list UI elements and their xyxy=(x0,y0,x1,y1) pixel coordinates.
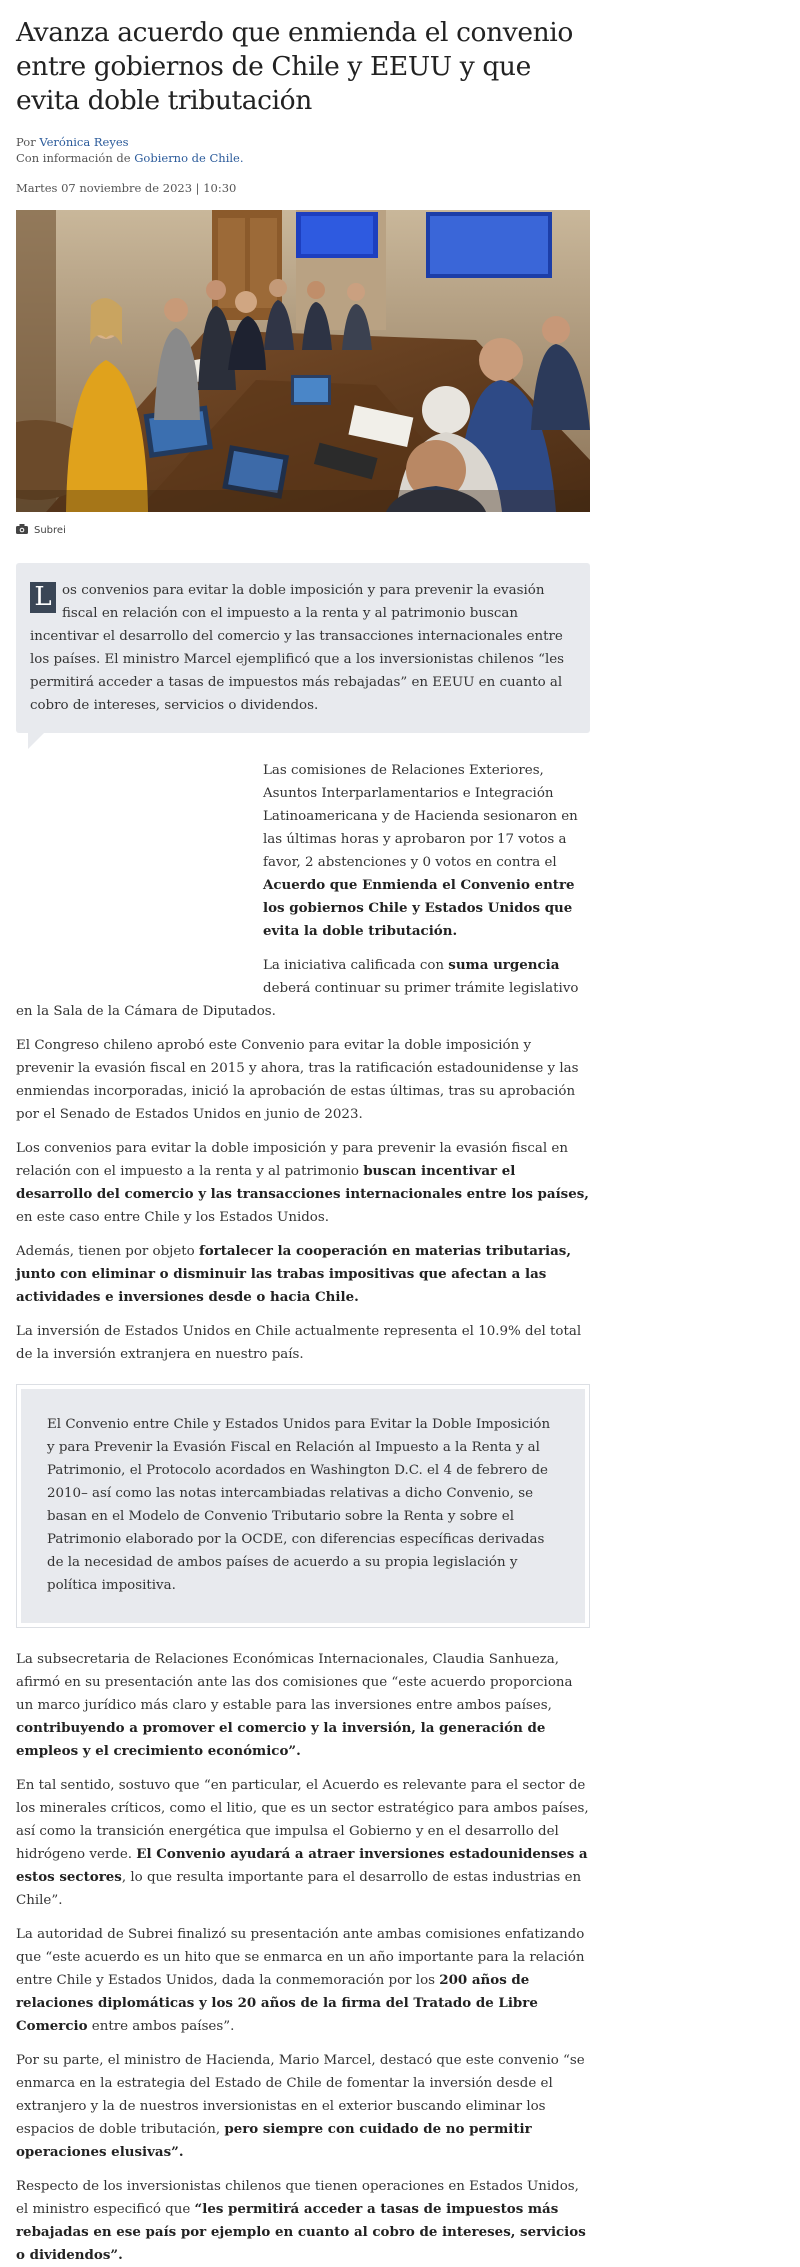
p4-text-a: Los convenios para evitar la doble imposición y para prevenir la evasión fiscal en relación con el impuesto a la renta y al patrimonio xyxy=(16,1141,568,1179)
highlight-text: El Convenio entre Chile y Estados Unidos para Evitar la Doble Imposición y para Prevenir la Evasión Fiscal en Relación al Impuesto a la Renta y al Patrimonio, el Protocolo acordados en Washington D.C. el 4 de febrero de 2010– así como las notas intercambiadas relativas a dicho Convenio, se basan en el Modelo de Convenio Tributario sobre la Renta y sobre el Patrimonio elaborado por la OCDE, con diferencias específicas derivadas de la necesidad de ambos países de acuerdo a su propia legislación y política impositiva. xyxy=(21,1389,585,1623)
byline xyxy=(16,134,590,166)
publish-date: Martes 07 noviembre de 2023 | 10:30 xyxy=(16,181,237,195)
lead-text: os convenios para evitar la doble imposición y para prevenir la evasión fiscal en relación con el impuesto a la renta y al patrimonio buscan incentivar el desarrollo del comercio y las transacciones internacionales entre los países. El ministro Marcel ejemplificó que a los inversionistas chilenos “les permitirá acceder a tasas de impuestos más rebajadas” en EEUU en cuanto al cobro de intereses, servicios o dividendos. xyxy=(30,583,565,713)
p9-text-a: La autoridad de Subrei finalizó su presentación ante ambas comisiones enfatizando que “este acuerdo es un hito que se enmarca en un año importante para la relación entre Chile y Estados Unidos, dada la conmemoración por los xyxy=(16,1927,585,1988)
p5-bold: fortalecer la cooperación en materias tributarias, junto con eliminar o disminuir las trabas impositivas que afectan a las actividades e inversiones desde o hacia Chile. xyxy=(16,1243,571,1305)
ad-space xyxy=(16,759,263,979)
byline-prefix: Por xyxy=(16,135,40,149)
source-link[interactable]: Gobierno de Chile. xyxy=(134,151,244,165)
p2-bold: suma urgencia xyxy=(448,957,560,973)
p5-text-a: Además, tienen por objeto xyxy=(16,1244,199,1259)
paragraph-11 xyxy=(16,2175,590,2267)
p7-bold: contribuyendo a promover el comercio y la inversión, la generación de empleos y el crecimiento económico”. xyxy=(16,1720,546,1759)
paragraph-9 xyxy=(16,1923,590,2038)
article-body xyxy=(16,759,590,2267)
meeting-photo-illustration xyxy=(16,210,590,512)
p1-bold: Acuerdo que Enmienda el Convenio entre los gobiernos Chile y Estados Unidos que evita la doble tributación. xyxy=(263,877,575,939)
lead-summary xyxy=(16,563,590,733)
p8-text-c: , lo que resulta importante para el desarrollo de estas industrias en Chile”. xyxy=(16,1870,582,1908)
article-photo xyxy=(16,210,590,512)
p9-text-c: entre ambos países”. xyxy=(87,2019,235,2034)
p2-text-c: deberá continuar su primer trámite legislativo en la Sala de la Cámara de Diputados. xyxy=(16,981,579,1019)
paragraph-4 xyxy=(16,1137,590,1229)
p10-text-a: Por su parte, el ministro de Hacienda, Mario Marcel, destacó que este convenio “se enmarca en la estrategia del Estado de Chile de fomentar la inversión desde el extranjero y la de nuestros inversionistas en el exterior buscando eliminar los espacios de doble tributación, xyxy=(16,2053,585,2137)
p1-text: Las comisiones de Relaciones Exteriores, Asuntos Interparlamentarios e Integración Latinoamericana y de Hacienda sesionaron en las últimas horas y aprobaron por 17 votos a favor, 2 abstenciones y 0 votos en contra el xyxy=(263,763,578,870)
p8-bold: El Convenio ayudará a atraer inversiones estadounidenses a estos sectores xyxy=(16,1846,588,1885)
p9-bold: 200 años de relaciones diplomáticas y los 20 años de la firma del Tratado de Libre Comercio xyxy=(16,1972,538,2034)
paragraph-6: La inversión de Estados Unidos en Chile actualmente representa el 10.9% del total de la inversión extranjera en nuestro país. xyxy=(16,1324,582,1362)
article-title: Avanza acuerdo que enmienda el convenio entre gobiernos de Chile y EEUU y que evita doble tributación xyxy=(16,17,573,116)
p11-bold: “les permitirá acceder a tasas de impuestos más rebajadas en ese país por ejemplo en cuanto al cobro de intereses, servicios o dividendos”. xyxy=(16,2201,586,2263)
photo-caption xyxy=(16,524,590,537)
paragraph-7 xyxy=(16,1648,590,1763)
p4-bold: buscan incentivar el desarrollo del comercio y las transacciones internacionales entre los países, xyxy=(16,1163,589,1202)
p7-text-a: La subsecretaria de Relaciones Económicas Internacionales, Claudia Sanhueza, afirmó en su presentación ante las dos comisiones que “este acuerdo proporciona un marco jurídico más claro y estable para las inversiones entre ambos países, xyxy=(16,1652,573,1713)
p8-text-a: En tal sentido, sostuvo que “en particular, el Acuerdo es relevante para el sector de los minerales críticos, como el litio, que es un sector estratégico para ambos países, así como la transición energética que impulsa el Gobierno y en el desarrollo del hidrógeno verde. xyxy=(16,1778,589,1862)
paragraph-8 xyxy=(16,1774,590,1912)
source-prefix: Con información de xyxy=(16,151,135,165)
camera-icon xyxy=(16,524,28,537)
highlight-box xyxy=(16,1384,590,1628)
paragraph-3: El Congreso chileno aprobó este Convenio para evitar la doble imposición y prevenir la evasión fiscal en 2015 y ahora, tras la ratificación estadounidense y las enmiendas incorporadas, inició la aprobación de estas últimas, tras su aprobación por el Senado de Estados Unidos en junio de 2023. xyxy=(16,1038,579,1122)
drop-cap: L xyxy=(30,582,56,613)
photo-credit: Subrei xyxy=(34,525,66,536)
p10-bold: pero siempre con cuidado de no permitir operaciones elusivas”. xyxy=(16,2121,532,2160)
paragraph-10 xyxy=(16,2049,590,2164)
p2-text-a: La iniciativa calificada con xyxy=(263,958,449,973)
paragraph-5 xyxy=(16,1240,590,1309)
p11-text-a: Respecto de los inversionistas chilenos que tienen operaciones en Estados Unidos, el ministro especificó que xyxy=(16,2179,579,2217)
p4-text-c: en este caso entre Chile y los Estados Unidos. xyxy=(16,1210,329,1225)
article xyxy=(16,0,590,2267)
author-link[interactable]: Verónica Reyes xyxy=(39,135,129,149)
